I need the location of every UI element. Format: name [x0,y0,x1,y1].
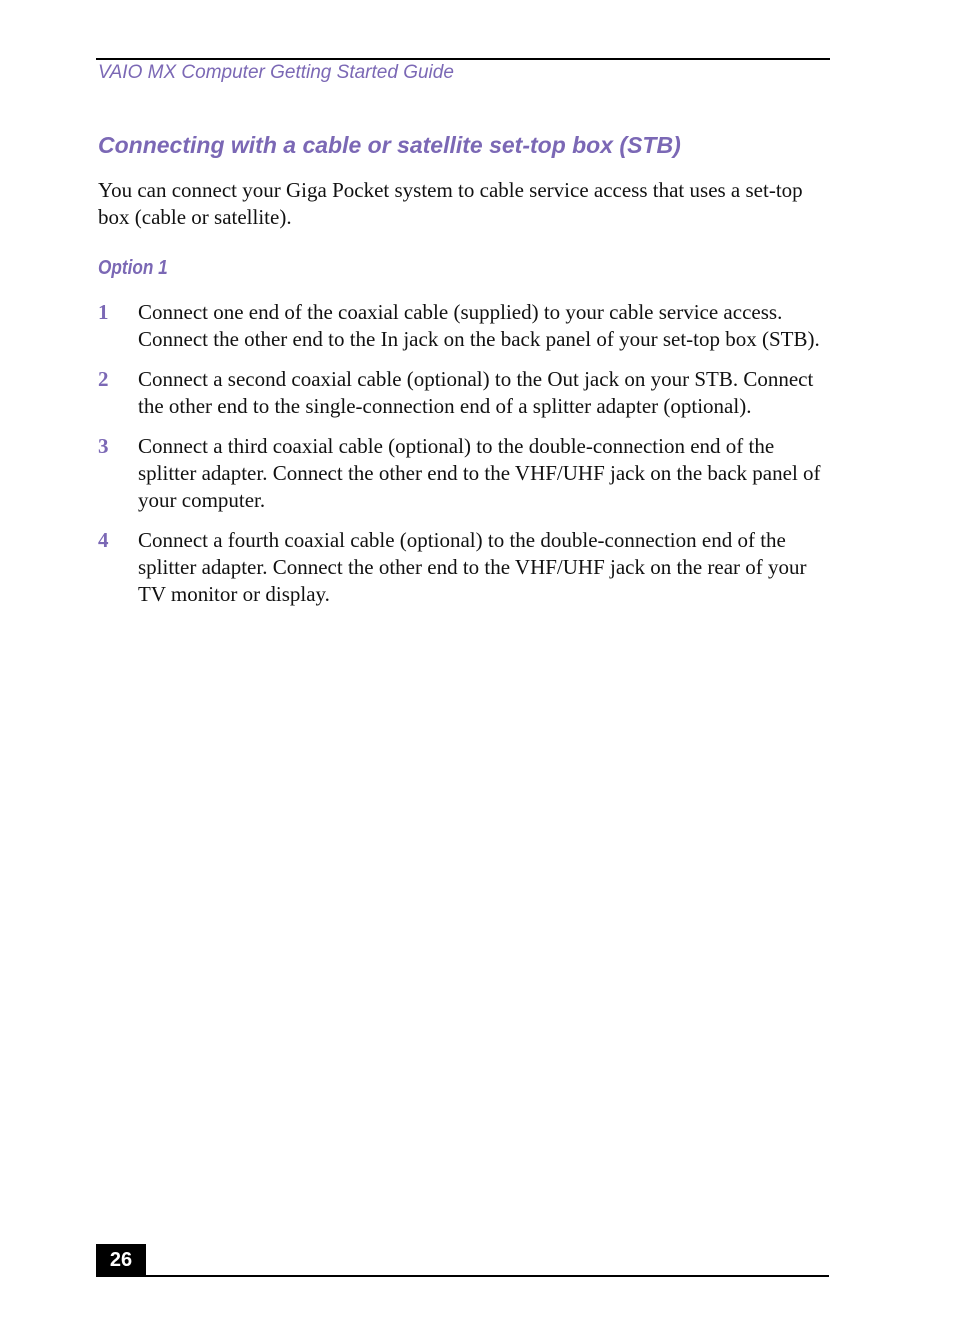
step-number: 1 [98,300,109,324]
step-item [98,366,828,420]
step-item [98,299,828,353]
step-number: 3 [98,434,109,458]
section-title: Connecting with a cable or satellite set-top box (STB) [98,132,681,158]
step-number: 2 [98,367,109,391]
step-item [98,527,828,608]
step-text: Connect one end of the coaxial cable (supplied) to your cable service access. Connect the other end to the In jack on the back panel of your set-top box (STB). [138,300,820,351]
running-header: VAIO MX Computer Getting Started Guide [98,62,454,83]
option-heading: Option 1 [98,257,168,279]
step-text: Connect a third coaxial cable (optional) to the double-connection end of the splitter adapter. Connect the other end to the VHF/UHF jack on the back panel of your computer. [138,434,821,512]
step-item [98,433,828,514]
step-number: 4 [98,528,109,552]
step-text: Connect a fourth coaxial cable (optional) to the double-connection end of the splitter adapter. Connect the other end to the VHF/UHF jack on the rear of your TV monitor or display. [138,528,807,606]
page-number: 26 [96,1244,146,1276]
step-text: Connect a second coaxial cable (optional) to the Out jack on your STB. Connect the other end to the single-connection end of a splitter adapter (optional). [138,367,814,418]
header-rule [96,58,830,60]
footer-rule [96,1275,829,1277]
steps-list [98,299,828,621]
intro-paragraph: You can connect your Giga Pocket system to cable service access that uses a set-top box (cable or satellite). [98,178,803,229]
